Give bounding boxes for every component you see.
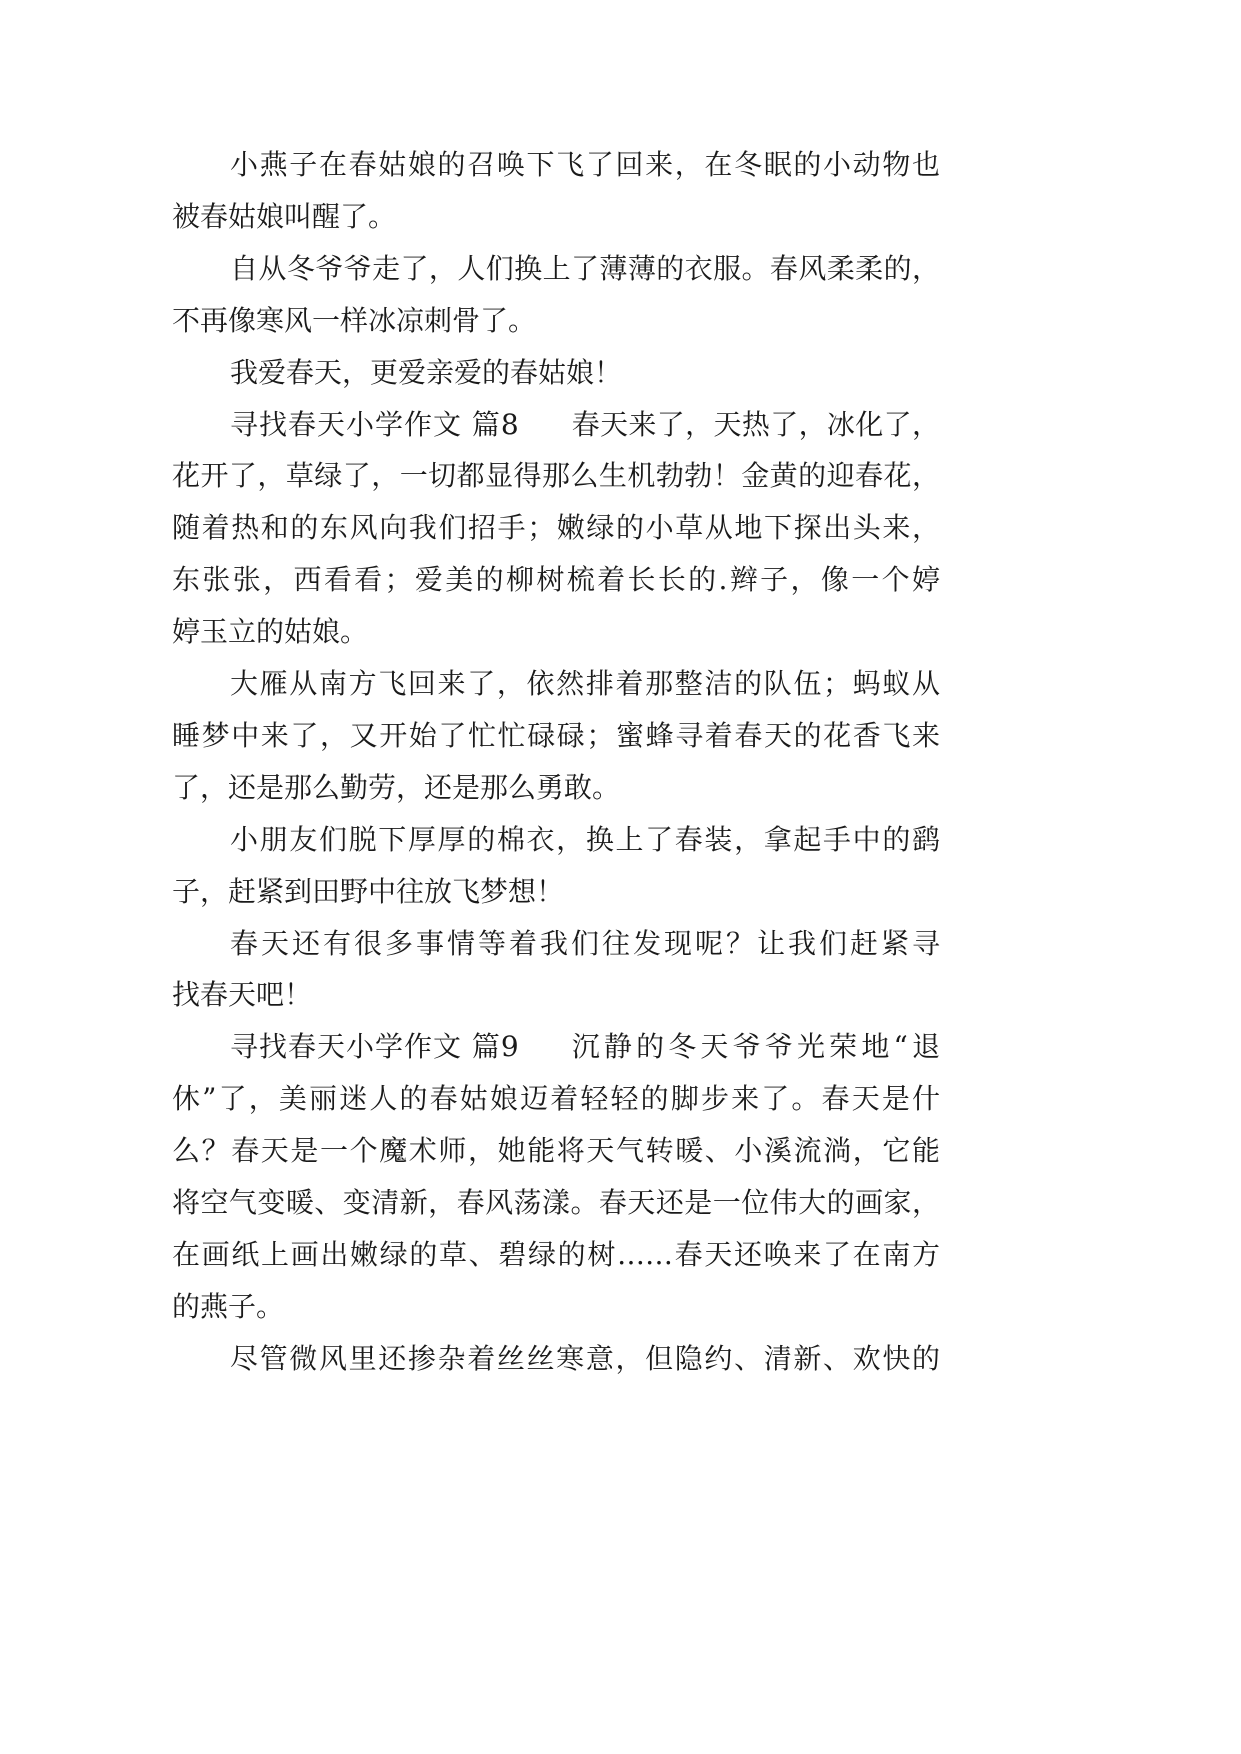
text-line [230, 820, 940, 860]
text-line [230, 249, 940, 289]
text-line [172, 1183, 940, 1223]
line-text: 自从冬爷爷走了，人们换上了薄薄的衣服。春风柔柔的， [230, 251, 940, 285]
text-line [172, 1287, 940, 1327]
line-text: 东张张，西看看；爱美的柳树梳着长长的.辫子，像一个婷 [172, 563, 940, 597]
line-text: 的燕子。 [172, 1289, 285, 1323]
text-line [230, 1339, 940, 1379]
line-text: 沉静的冬天爷爷光荣地“退 [571, 1030, 940, 1064]
line-text: 尽管微风里还掺杂着丝丝寒意，但隐约、清新、欢快的 [230, 1341, 940, 1375]
line-text: 么？春天是一个魔术师，她能将天气转暖、小溪流淌，它能 [172, 1134, 940, 1168]
line-text: 随着热和的东风向我们招手；嫩绿的小草从地下探出头来， [172, 511, 940, 545]
line-text: 找春天吧！ [172, 978, 313, 1012]
line-text: 睡梦中来了，又开始了忙忙碌碌；蜜蜂寻着春天的花香飞来 [172, 718, 940, 752]
text-line [230, 664, 940, 704]
line-text: 婷玉立的姑娘。 [172, 615, 369, 649]
line-text: 我爱春天，更爱亲爱的春姑娘！ [230, 355, 623, 389]
line-text: 被春姑娘叫醒了。 [172, 199, 397, 233]
line-text: 春天来了，天热了，冰化了， [571, 407, 940, 441]
line-text: 花开了，草绿了，一切都显得那么生机勃勃！金黄的迎春花， [172, 459, 940, 493]
text-line [172, 1235, 940, 1275]
text-line [230, 1027, 940, 1067]
section-heading: 寻找春天小学作文 篇9 [230, 1030, 520, 1064]
text-line [172, 560, 940, 600]
line-text: 小朋友们脱下厚厚的棉衣，换上了春装，拿起手中的鹞 [230, 822, 940, 856]
line-text: 将空气变暖、变清新，春风荡漾。春天还是一位伟大的画家， [172, 1186, 940, 1219]
line-text: 了，还是那么勤劳，还是那么勇敢。 [172, 770, 621, 804]
line-text: 大雁从南方飞回来了，依然排着那整洁的队伍；蚂蚁从 [230, 667, 940, 700]
text-line [172, 612, 940, 652]
text-line [172, 197, 940, 237]
text-line [172, 1131, 940, 1171]
section-heading: 寻找春天小学作文 篇8 [230, 407, 520, 441]
text-line [230, 353, 940, 393]
line-text: 休”了，美丽迷人的春姑娘迈着轻轻的脚步来了。春天是什 [172, 1082, 940, 1116]
line-text: 子，赶紧到田野中往放飞梦想！ [172, 874, 565, 908]
text-line [230, 405, 940, 445]
text-line [172, 975, 940, 1015]
line-text: 不再像寒风一样冰凉刺骨了。 [172, 303, 537, 337]
text-line [172, 768, 940, 808]
text-line [172, 1079, 940, 1119]
line-text: 春天还有很多事情等着我们往发现呢？让我们赶紧寻 [230, 926, 940, 960]
text-line [172, 301, 940, 341]
line-text: 小燕子在春姑娘的召唤下飞了回来，在冬眠的小动物也 [230, 148, 940, 181]
text-line [230, 145, 940, 185]
text-line [172, 456, 940, 496]
text-line [172, 716, 940, 756]
text-line [230, 924, 940, 964]
text-line [172, 872, 940, 912]
line-text: 在画纸上画出嫩绿的草、碧绿的树……春天还唤来了在南方 [172, 1237, 940, 1271]
text-line [172, 508, 940, 548]
